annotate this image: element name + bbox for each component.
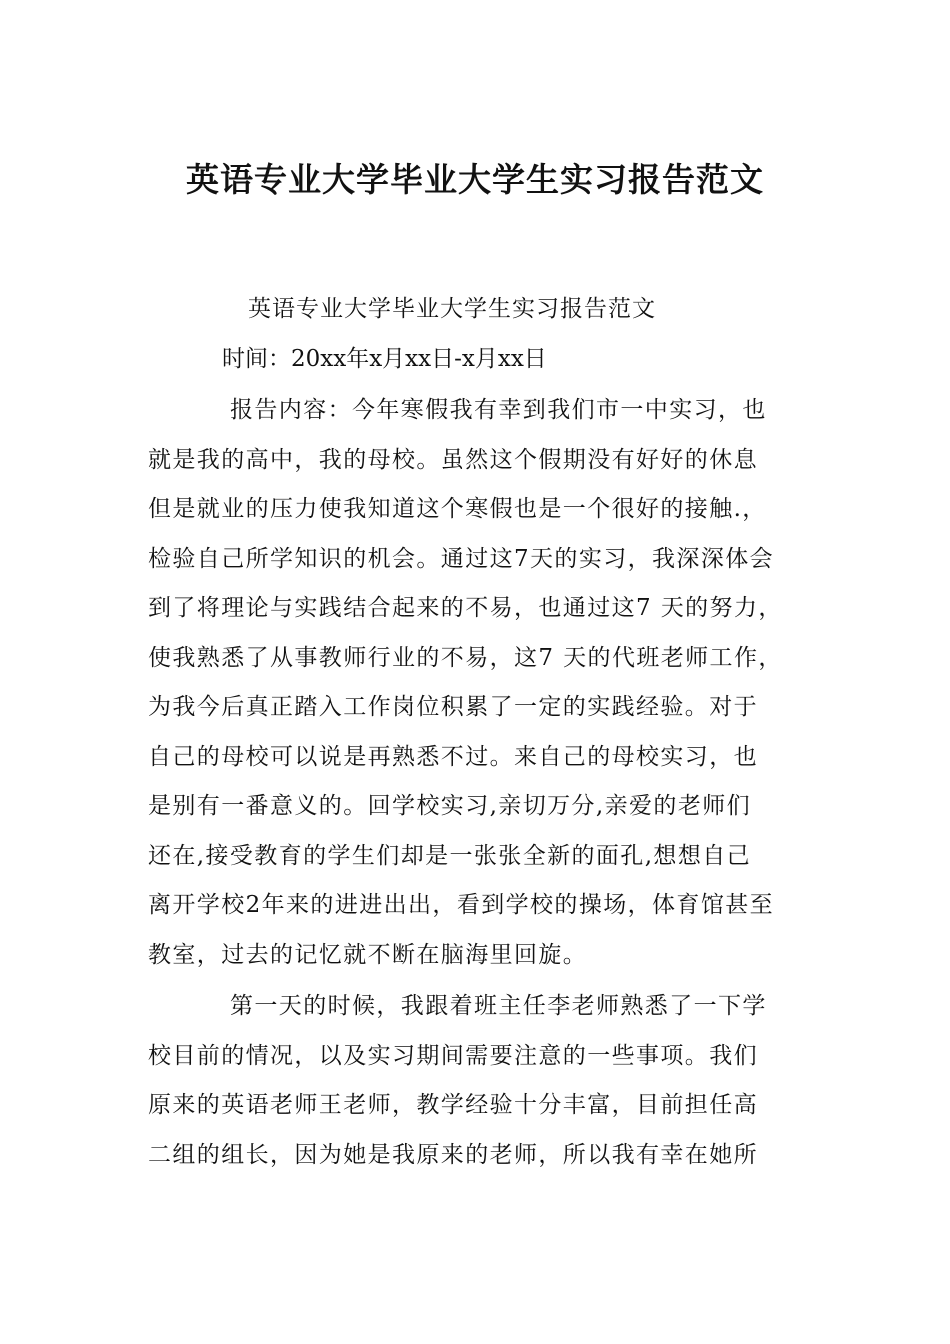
paragraph-report-content — [148, 386, 808, 980]
paragraph-line: 自己的母校可以说是再熟悉不过。来自己的母校实习，也 — [148, 743, 758, 770]
paragraph-line: 到了将理论与实践结合起来的不易，也通过这7 天的努力， — [148, 595, 783, 621]
paragraph-line: 报告内容：今年寒假我有幸到我们市一中实习，也 — [230, 397, 767, 423]
paragraph-line: 原来的英语老师王老师，教学经验十分丰富，目前担任高 — [148, 1092, 758, 1118]
paragraph-line: 二组的组长，因为她是我原来的老师，所以我有幸在她所 — [148, 1141, 758, 1168]
time-line: 时间：20xx年x月xx日-x月xx日 — [222, 346, 547, 372]
paragraph-line: 但是就业的压力使我知道这个寒假也是一个很好的接触.， — [148, 496, 767, 522]
paragraph-line: 是别有一番意义的。回学校实习,亲切万分,亲爱的老师们 — [148, 793, 752, 819]
paragraph-line: 离开学校2年来的进进出出，看到学校的操场，体育馆甚至 — [148, 892, 775, 918]
paragraph-first-day — [148, 982, 808, 1180]
paragraph-line: 就是我的高中，我的母校。虽然这个假期没有好好的休息 — [148, 446, 758, 473]
paragraph-line: 为我今后真正踏入工作岗位积累了一定的实践经验。对于 — [148, 694, 758, 720]
page-title: 英语专业大学毕业大学生实习报告范文 — [186, 160, 764, 199]
document-subtitle: 英语专业大学毕业大学生实习报告范文 — [248, 296, 656, 322]
paragraph-line: 还在,接受教育的学生们却是一张张全新的面孔,想想自己 — [148, 842, 752, 869]
paragraph-line: 使我熟悉了从事教师行业的不易，这7 天的代班老师工作， — [148, 644, 783, 671]
paragraph-line: 检验自己所学知识的机会。通过这7天的实习，我深深体会 — [148, 545, 775, 572]
paragraph-line: 第一天的时候，我跟着班主任李老师熟悉了一下学 — [230, 993, 767, 1019]
paragraph-line: 教室，过去的记忆就不断在脑海里回旋。 — [148, 941, 588, 968]
paragraph-line: 校目前的情况，以及实习期间需要注意的一些事项。我们 — [148, 1042, 758, 1069]
